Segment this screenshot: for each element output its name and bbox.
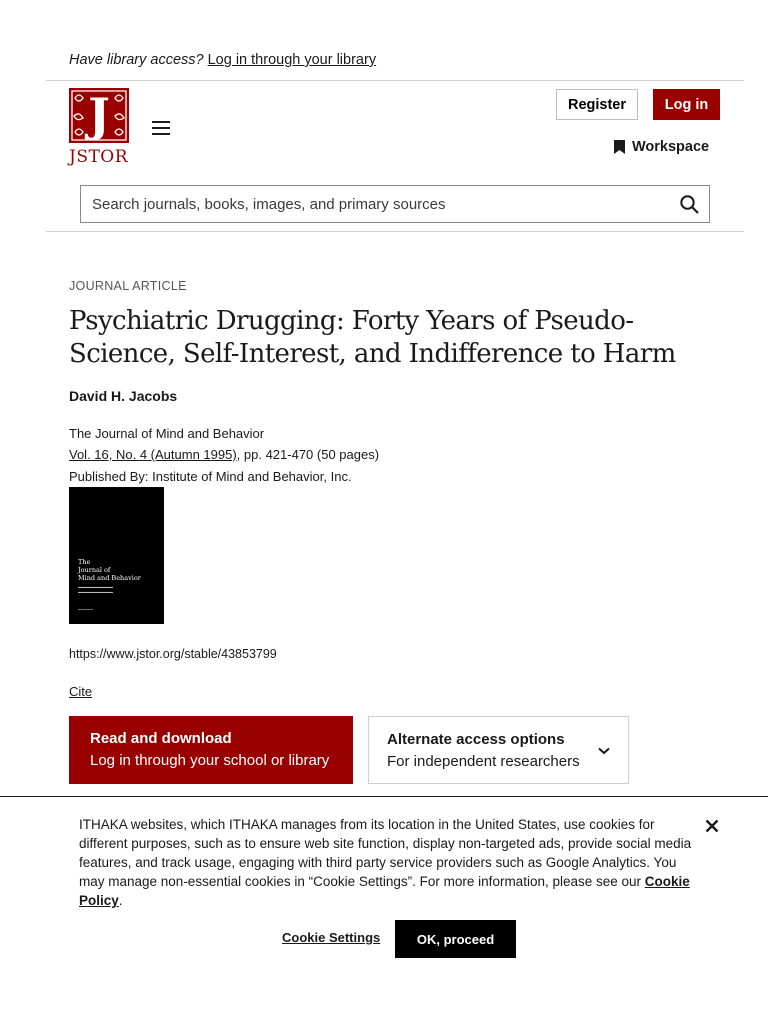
- cookie-banner: [0, 796, 768, 1024]
- menu-icon[interactable]: [152, 121, 170, 137]
- cite-link[interactable]: Cite: [69, 684, 93, 699]
- journal-cover-image[interactable]: [69, 487, 164, 624]
- bookmark-icon: [614, 140, 625, 154]
- workspace-link[interactable]: [614, 139, 709, 155]
- cookie-policy-link[interactable]: Cookie Policy: [79, 874, 690, 908]
- workspace-label: Workspace: [632, 139, 710, 155]
- alt-access-title: Alternate access options: [387, 731, 565, 748]
- chevron-down-icon: [598, 747, 610, 755]
- article-title: Psychiatric Drugging: Forty Years of Pseudo-Science, Self-Interest, and Indifference to Harm: [69, 306, 676, 369]
- search-icon[interactable]: [680, 195, 699, 214]
- article-type-label: JOURNAL ARTICLE: [69, 279, 187, 293]
- alt-access-subtitle: For independent researchers: [387, 753, 580, 770]
- read-and-download-button[interactable]: [69, 716, 353, 784]
- cover-subtitle: ▬▬▬▬▬▬▬▬▬▬ ▬▬▬▬▬▬▬▬▬▬: [78, 585, 113, 594]
- cover-title: The Journal of Mind and Behavior: [78, 558, 141, 582]
- cookie-settings-link[interactable]: Cookie Settings: [282, 930, 381, 945]
- login-button[interactable]: Log in: [653, 89, 720, 120]
- library-login-link[interactable]: Log in through your library: [207, 52, 377, 68]
- cookie-message: ITHAKA websites, which ITHAKA manages from its location in the United States, use cookies for different purposes, such as to ensure web site function, display non-targeted ads, provide social media features, and track usage, engaging with third party service providers such as Google Analytics. You may manage non-essential cookies in “Cookie Settings”. For more information, please see our Cookie Policy.: [79, 817, 692, 908]
- jstor-logo-icon: J: [69, 88, 129, 143]
- cover-footer: ▬▬▬▬▬: [78, 607, 93, 611]
- search-input[interactable]: [81, 186, 661, 222]
- library-access-question: Have library access?: [69, 52, 204, 68]
- header-divider: [46, 231, 744, 232]
- alternate-access-button[interactable]: [368, 716, 629, 784]
- read-button-title: Read and download: [90, 730, 232, 747]
- journal-name: The Journal of Mind and Behavior: [69, 426, 265, 441]
- library-access-bar: [46, 0, 744, 81]
- jstor-logo-text: JSTOR: [69, 147, 129, 167]
- volume-info: [69, 447, 379, 462]
- read-button-subtitle: Log in through your school or library: [90, 752, 330, 769]
- page-range: , pp. 421-470 (50 pages): [236, 447, 380, 462]
- library-access-text: [69, 52, 376, 68]
- close-icon[interactable]: [705, 819, 719, 833]
- publisher-info: Published By: Institute of Mind and Behavior, Inc.: [69, 469, 352, 484]
- ok-proceed-button[interactable]: OK, proceed: [395, 920, 516, 958]
- volume-issue-link[interactable]: Vol. 16, No. 4 (Autumn 1995): [69, 447, 237, 462]
- stable-url: https://www.jstor.org/stable/43853799: [69, 647, 277, 661]
- search-bar: [80, 185, 710, 223]
- article-author: David H. Jacobs: [69, 388, 178, 404]
- jstor-logo[interactable]: [69, 88, 131, 166]
- register-button[interactable]: Register: [556, 89, 638, 120]
